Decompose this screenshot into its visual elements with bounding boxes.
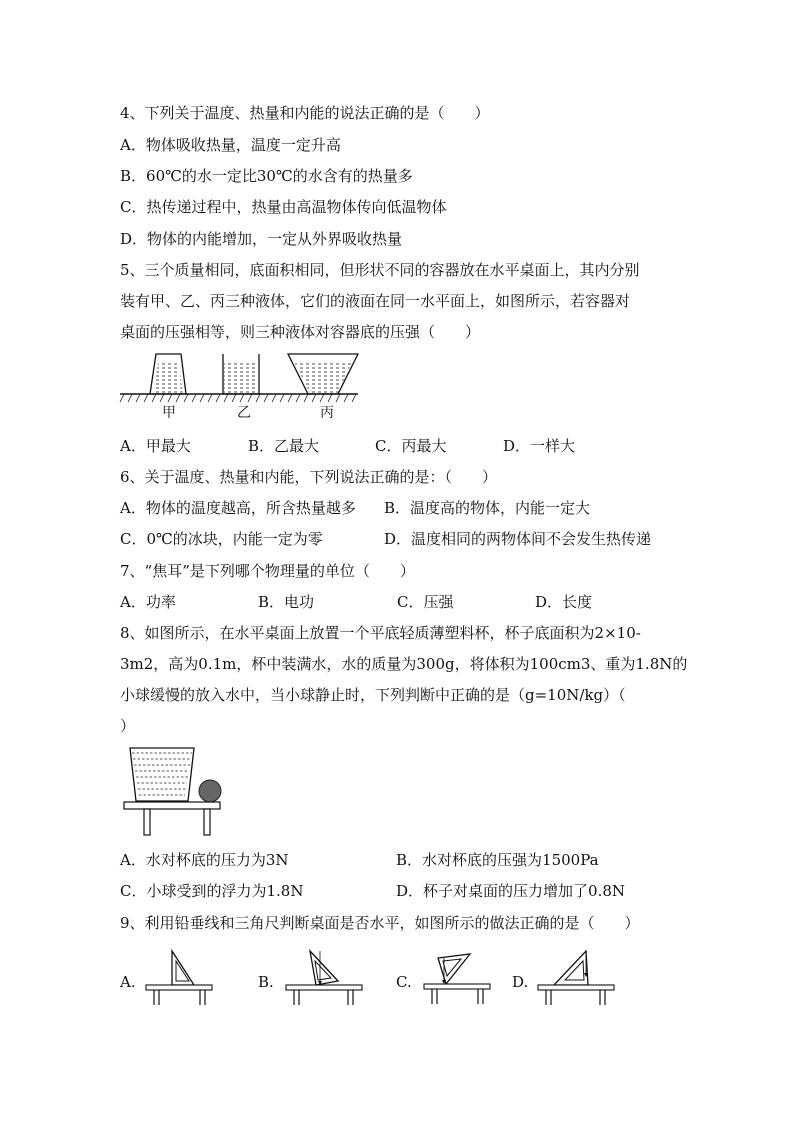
q7-option-a: A．功率 (120, 593, 176, 611)
q9-figure-d (536, 947, 616, 1009)
q7-option-c: C．压强 (397, 593, 454, 611)
q6-option-d: D．温度相同的两物体间不会发生热传递 (384, 530, 652, 548)
q9-stem: 9、利用铅垂线和三角尺判断桌面是否水平，如图所示的做法正确的是（ ） (120, 914, 640, 932)
q9-option-b: B. (258, 973, 274, 991)
q9-figure-a (146, 947, 214, 1007)
q5-label-jia: 甲 (162, 405, 176, 421)
q9-option-c: C. (396, 973, 412, 991)
q5-label-bing: 丙 (320, 405, 334, 421)
q5-stem-line2: 装有甲、乙、丙三种液体，它们的液面在同一水平面上，如图所示，若容器对 (120, 292, 631, 310)
q7-option-d: D．长度 (535, 593, 593, 611)
q5-option-c: C．丙最大 (375, 437, 447, 455)
q6-stem: 6、关于温度、热量和内能，下列说法正确的是：（ ） (120, 468, 498, 486)
q8-option-a: A．水对杯底的压力为3N (120, 851, 289, 869)
q8-cup-table-figure (122, 745, 222, 837)
q5-stem-line3: 桌面的压强相等，则三种液体对容器底的压强（ ） (120, 323, 481, 341)
q5-option-a: A．甲最大 (120, 437, 191, 455)
q5-stem-line1: 5、三个质量相同，底面积相同，但形状不同的容器放在水平桌面上，其内分别 (120, 261, 640, 279)
q8-stem-line1: 8、如图所示，在水平桌面上放置一个平底轻质薄塑料杯，杯子底面积为2×10- (120, 624, 641, 642)
q9-figure-c (422, 950, 494, 1008)
q6-option-b: B．温度高的物体，内能一定大 (384, 499, 591, 517)
q4-option-a: A．物体吸收热量，温度一定升高 (120, 136, 341, 154)
q7-option-b: B．电功 (258, 593, 315, 611)
q4-option-b: B．60℃的水一定比30℃的水含有的热量多 (120, 167, 413, 185)
q4-stem: 4、下列关于温度、热量和内能的说法正确的是（ ） (120, 104, 490, 122)
q5-label-yi: 乙 (237, 405, 251, 421)
q4-option-c: C．热传递过程中，热量由高温物体传向低温物体 (120, 198, 447, 216)
q6-option-c: C．0℃的冰块，内能一定为零 (120, 530, 323, 548)
q8-stem-line2: 3m2，高为0.1m，杯中装满水，水的质量为300g，将体积为100cm3、重为1.8N的 (120, 655, 688, 673)
q8-option-d: D．杯子对桌面的压力增加了0.8N (396, 882, 626, 900)
q6-option-a: A．物体的温度越高，所含热量越多 (120, 499, 356, 517)
q5-containers-figure (120, 350, 360, 410)
q8-option-c: C．小球受到的浮力为1.8N (120, 882, 304, 900)
q8-stem-line3: 小球缓慢的放入水中，当小球静止时，下列判断中正确的是（g=10N/kg）（ (120, 686, 626, 704)
q9-option-d: D. (512, 973, 529, 991)
q9-option-a: A. (120, 973, 136, 991)
q8-option-b: B．水对杯底的压强为1500Pa (396, 851, 599, 869)
q8-stem-line4: ） (120, 717, 136, 735)
q9-figure-b (284, 945, 364, 1007)
q5-option-d: D．一样大 (503, 437, 576, 455)
q5-option-b: B．乙最大 (248, 437, 320, 455)
q7-stem: 7、“焦耳”是下列哪个物理量的单位（ ） (120, 562, 415, 580)
q4-option-d: D．物体的内能增加，一定从外界吸收热量 (120, 230, 403, 248)
